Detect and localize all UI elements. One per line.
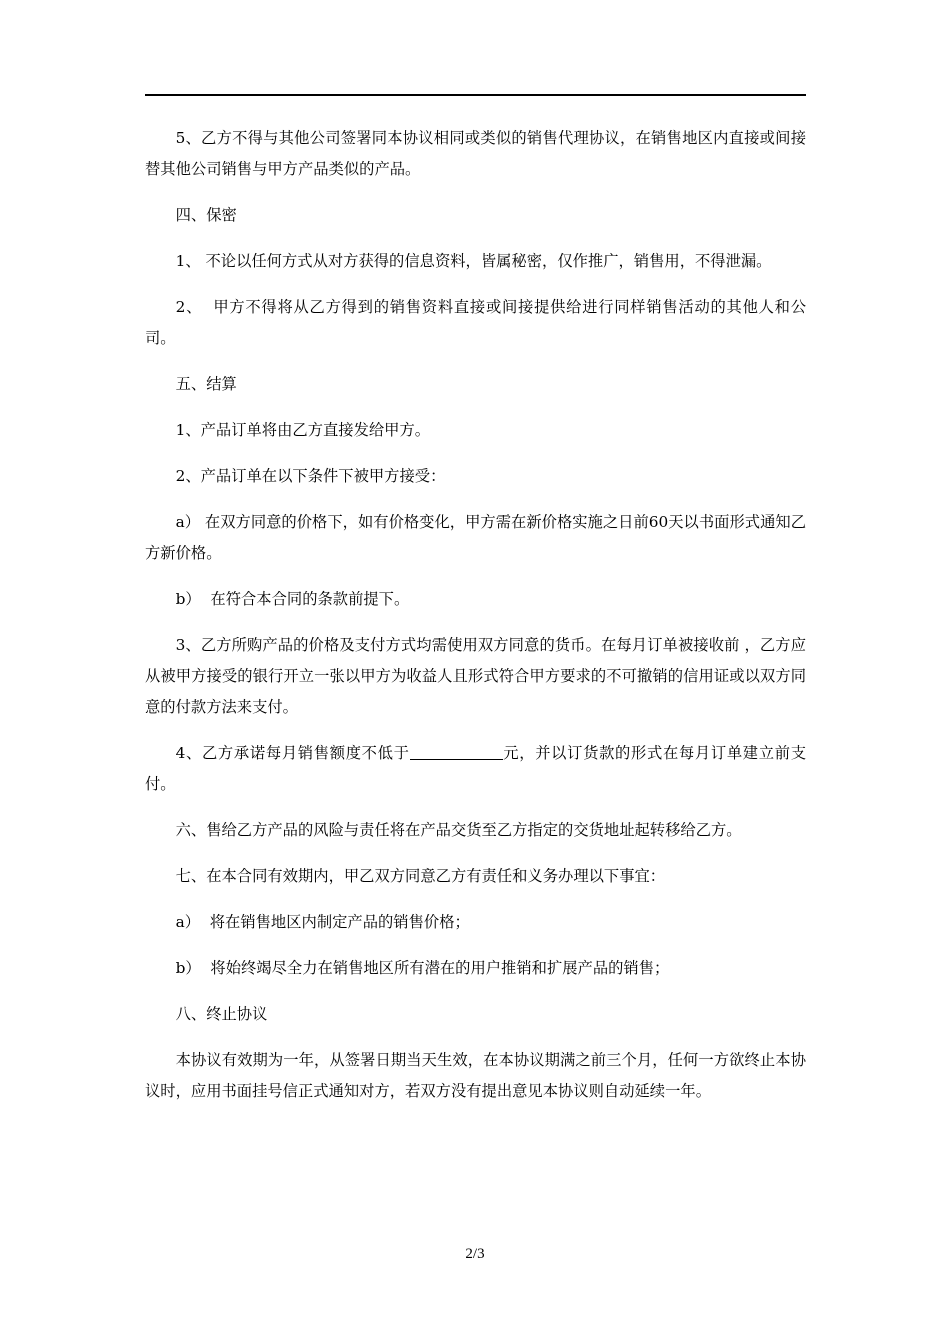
clause-confidentiality-2: 2、 甲方不得将从乙方得到的销售资料直接或间接提供给进行同样销售活动的其他人和公司。 (145, 298, 806, 347)
amount-blank-line (410, 743, 503, 760)
clause-settlement-2b: b） 在符合本合同的条款前提下。 (175, 590, 410, 608)
clause-5-exclusivity: 5、乙方不得与其他公司签署同本协议相同或类似的销售代理协议，在销售地区内直接或间接替其他公司销售与甲方产品类似的产品。 (145, 129, 806, 178)
clause-settlement-2: 2、产品订单在以下条件下被甲方接受： (175, 467, 446, 485)
clause-settlement-1: 1、产品订单将由乙方直接发给甲方。 (175, 421, 431, 439)
section-heading-obligations: 七、在本合同有效期内，甲乙双方同意乙方有责任和义务办理以下事宜： (175, 867, 666, 885)
section-risk-transfer: 六、售给乙方产品的风险与责任将在产品交货至乙方指定的交货地址起转移给乙方。 (175, 821, 742, 839)
clause-termination: 本协议有效期为一年，从签署日期当天生效，在本协议期满之前三个月，任何一方欲终止本协议时，应用书面挂号信正式通知对方，若双方没有提出意见本协议则自动延续一年。 (145, 1051, 806, 1100)
clause-settlement-2a: a） 在双方同意的价格下，如有价格变化，甲方需在新价格实施之日前60天以书面形式通知乙方新价格。 (145, 513, 806, 562)
clause-4-after-blank: 元，并以订货款的形式在每月订单建立前支付。 (145, 744, 806, 793)
clause-obligations-a: a） 将在销售地区内制定产品的销售价格； (175, 913, 470, 931)
clause-obligations-b: b） 将始终竭尽全力在销售地区所有潜在的用户推销和扩展产品的销售； (175, 959, 670, 977)
document-body (145, 123, 806, 1107)
clause-settlement-4 (145, 738, 806, 800)
clause-settlement-3: 3、乙方所购产品的价格及支付方式均需使用双方同意的货币。在每月订单被接收前 ，乙方应从被甲方接受的银行开立一张以甲方为收益人且形式符合甲方要求的不可撤销的信用证或以双方同意的付款方法来支付。 (145, 636, 806, 716)
clause-4-before-blank: 4、乙方承诺每月销售额度不低于 (175, 744, 410, 762)
page-number: 2/3 (465, 1246, 485, 1262)
header-rule (145, 94, 806, 96)
clause-confidentiality-1: 1、 不论以任何方式从对方获得的信息资料，皆属秘密，仅作推广，销售用，不得泄漏。 (175, 252, 772, 270)
section-heading-confidentiality: 四、保密 (175, 206, 237, 224)
section-heading-settlement: 五、结算 (175, 375, 237, 393)
section-heading-termination: 八、终止协议 (175, 1005, 268, 1023)
